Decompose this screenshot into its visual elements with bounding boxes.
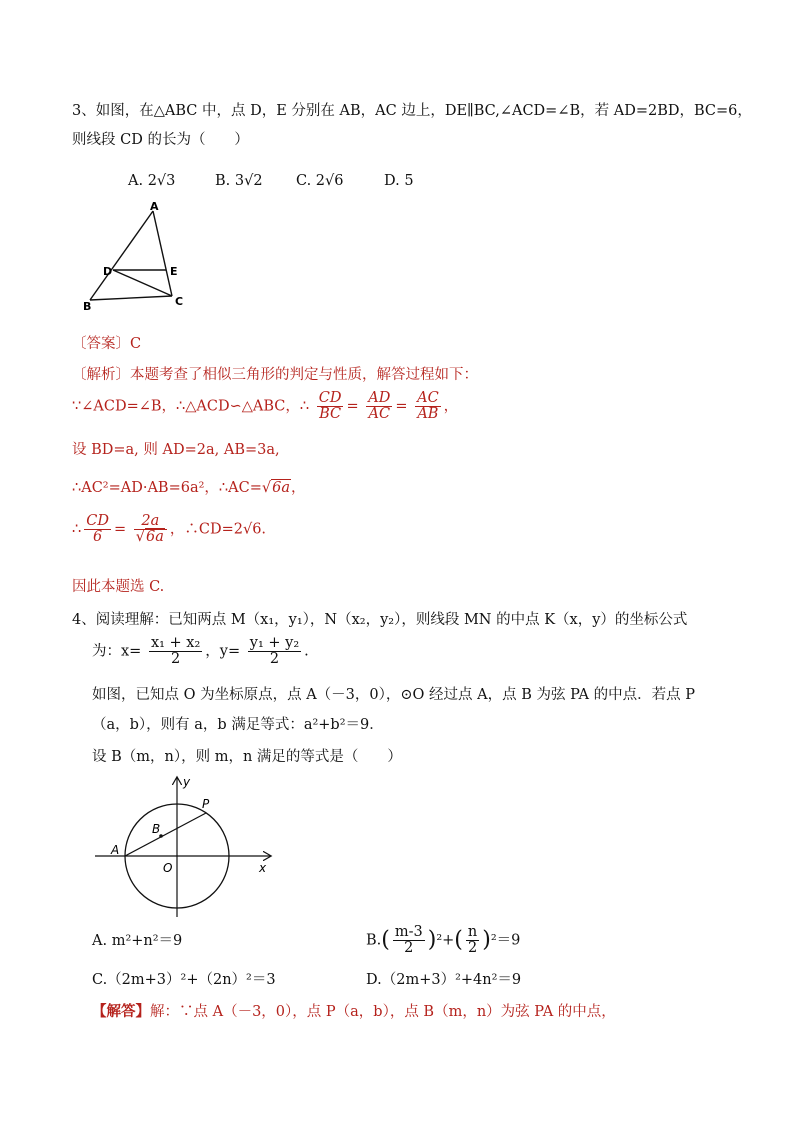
label-e: E [170,265,178,278]
q4-option-c[interactable]: C.（2m+3）²+（2n）²＝3 [92,972,276,988]
analysis-3-line4: ∴ $\frac{CD}{6}$ = $\frac{2a}{√6a}$ ，∴CD=2√6. [72,513,267,545]
answer-3: 〔答案〕C [72,336,142,352]
label-a-circle: A [111,843,120,857]
q4-option-a[interactable]: A. m²+n²＝9 [92,933,183,949]
analysis-3-line3: ∴AC²=AD·AB=6a²，∴AC=√6a， [72,480,306,496]
answer-4-line [92,1002,616,1022]
circle-figure [90,772,280,922]
fraction-n-over-2: $\frac{n}{2}$ [467,924,478,956]
fraction-ad-ac: $\frac{AD}{AC}$ [368,390,391,422]
fraction-ac-ab: $\frac{AC}{AB}$ [417,390,439,422]
q4-line2: 为：x= $\frac{\text{x₁ + x₂}}{2}$ ，y= $\frac{\text{y₁ + y₂}}{2}$ . [92,635,309,667]
label-x: x [259,861,267,875]
label-y: y [183,775,191,789]
q4-option-d[interactable]: D.（2m+3）²+4n²＝9 [366,972,522,988]
analysis-3-line1: ∵∠ACD=∠B，∴△ACD∽△ABC，∴ $\frac{CD}{BC}$ = $\frac{AD}{AC}$ = $\frac{AC}{AB}$ ， [72,390,459,422]
fraction-x-midpoint: $\frac{\text{x₁ + x₂}}{2}$ [150,635,201,667]
segment-ab [90,211,153,300]
analysis-3-conclusion: 因此本题选 C. [72,579,165,595]
q4-option-b[interactable]: B.( $\frac{m-3}{2}$ )²+( $\frac{n}{2}$ )²＝9 [366,924,521,956]
q4-line3: 如图，已知点 O 为坐标原点，点 A（－3，0），⊙O 经过点 A，点 B 为弦 PA 的中点．若点 P [92,687,695,703]
analysis-3-intro: 〔解析〕本题考查了相似三角形的判定与性质，解答过程如下： [72,367,478,383]
answer-4-text: 解：∵点 A（－3，0），点 P（a，b），点 B（m，n）为弦 PA 的中点， [150,1004,616,1020]
q3-line2: 则线段 CD 的长为（ ） [72,132,249,148]
q3-option-c[interactable]: C. 2√6 [296,173,344,189]
q3-option-b[interactable]: B. 3√2 [215,173,263,189]
q4-line4: （a，b），则有 a，b 满足等式：a²+b²＝9． [92,717,384,733]
answer-4-tag: 【解答】 [92,1003,150,1020]
fraction-m-minus-3: $\frac{m-3}{2}$ [394,924,423,956]
q4-line1: 4、阅读理解：已知两点 M（x₁，y₁），N（x₂，y₂），则线段 MN 的中点 K（x，y）的坐标公式 [72,612,688,628]
label-c: C [175,295,184,308]
segment-ac [153,211,172,296]
label-b: B [83,300,92,313]
fraction-cd-6: $\frac{CD}{6}$ [86,513,109,545]
segment-cd [113,270,172,296]
label-a: A [150,200,159,213]
radical-6a: 6a [272,480,290,496]
label-b-circle: B [152,822,161,836]
chord-pa [125,813,206,856]
q3-option-d[interactable]: D. 5 [384,173,414,189]
q4-line5: 设 B（m，n），则 m，n 满足的等式是（ ） [92,749,402,765]
q3-option-a[interactable]: A. 2√3 [128,173,176,189]
analysis-3-line2: 设 BD=a, 则 AD=2a, AB=3a, [72,442,280,458]
fraction-y-midpoint: $\frac{\text{y₁ + y₂}}{2}$ [249,635,300,667]
fraction-cd-bc: $\frac{CD}{BC}$ [318,390,342,422]
triangle-figure [80,198,200,314]
q3-line1: 3、如图，在△ABC 中，点 D，E 分别在 AB，AC 边上，DE∥BC,∠ACD=∠B，若 AD=2BD，BC=6， [72,103,752,119]
label-d: D [103,265,113,278]
fraction-2a-root6a: $\frac{2a}{√6a}$ [134,514,167,545]
label-o: O [163,861,173,875]
label-p: P [202,797,210,811]
segment-bc [90,296,172,300]
